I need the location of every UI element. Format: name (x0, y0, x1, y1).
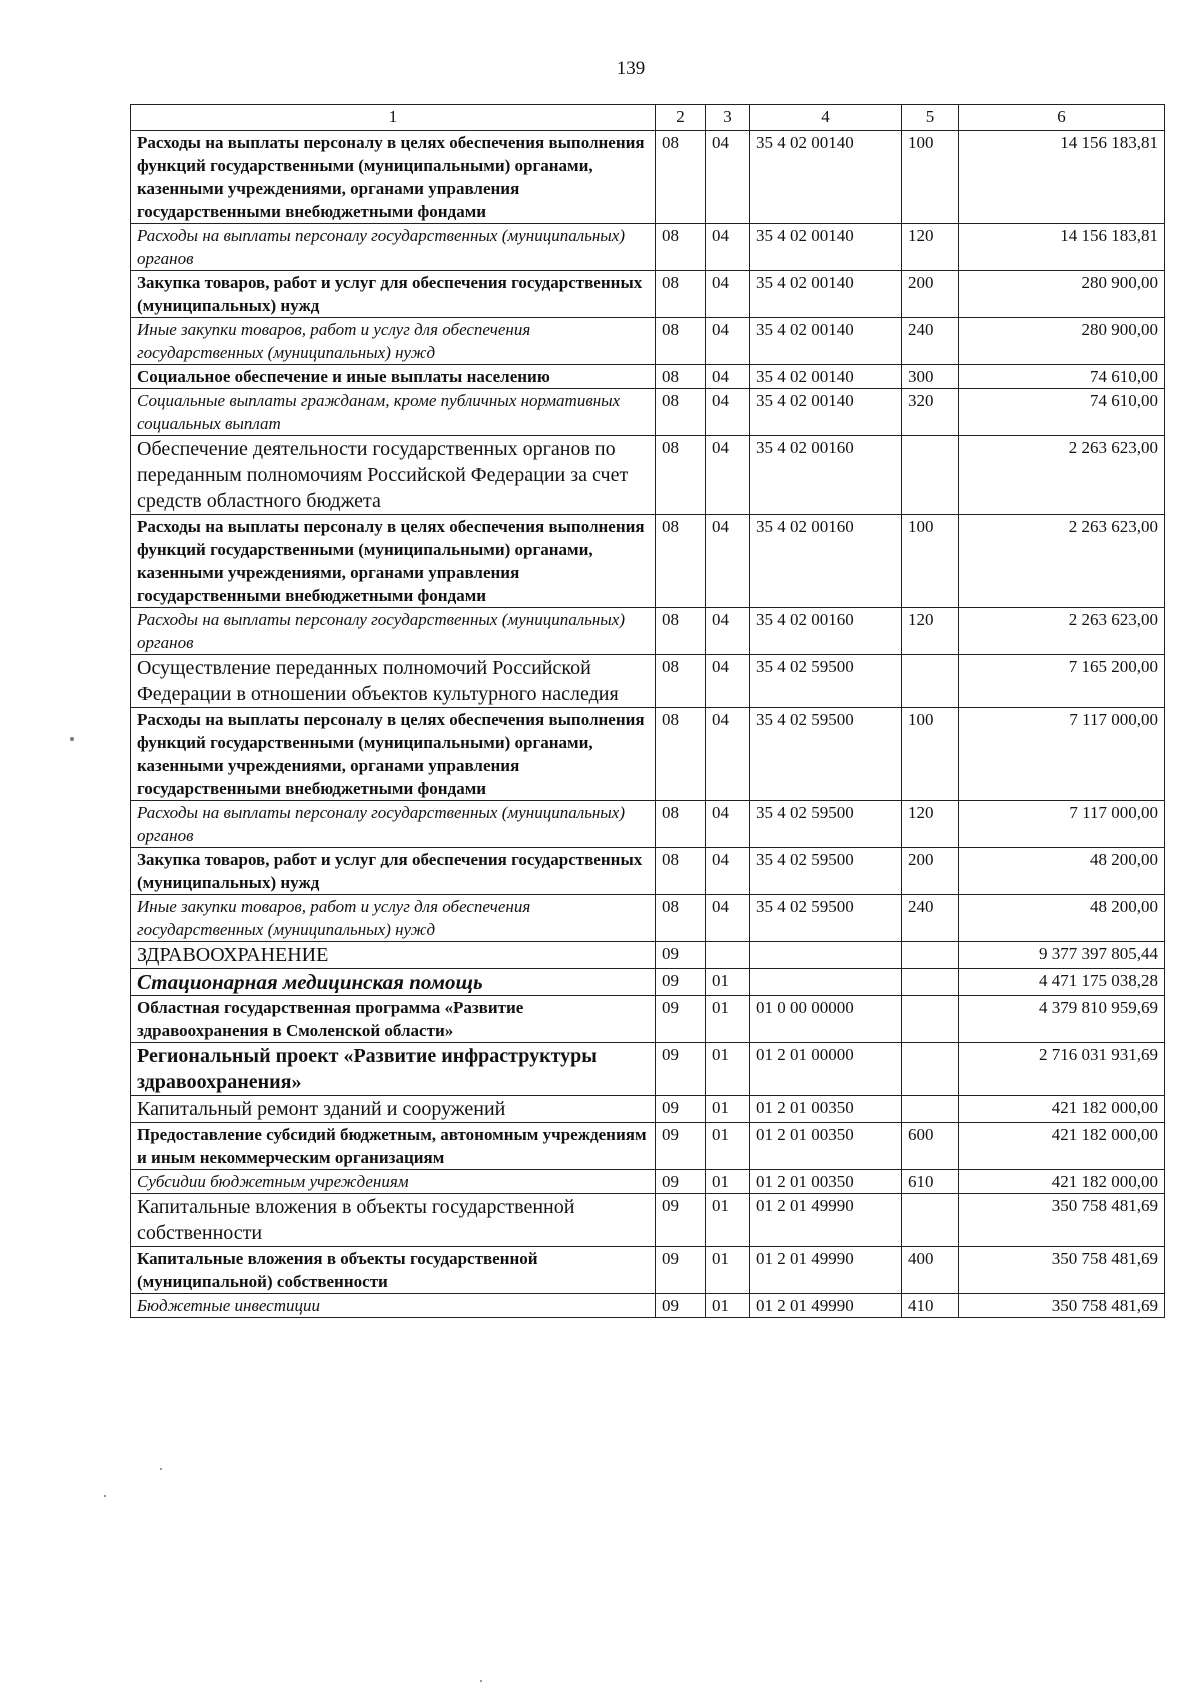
target-article-cell: 01 2 01 00350 (750, 1096, 902, 1123)
target-article-cell (750, 942, 902, 969)
amount-cell: 4 379 810 959,69 (959, 996, 1165, 1043)
target-article-cell: 35 4 02 59500 (750, 848, 902, 895)
table-row (131, 365, 1165, 389)
row-name-cell: Областная государственная программа «Развитие здравоохранения в Смоленской области» (131, 996, 656, 1043)
amount-cell: 280 900,00 (959, 271, 1165, 318)
header-cell: 3 (706, 105, 750, 131)
amount-cell: 2 716 031 931,69 (959, 1043, 1165, 1096)
row-name-cell: Расходы на выплаты персоналу государственных (муниципальных) органов (131, 608, 656, 655)
amount-cell: 421 182 000,00 (959, 1123, 1165, 1170)
amount-cell: 48 200,00 (959, 848, 1165, 895)
target-article-cell: 35 4 02 00140 (750, 224, 902, 271)
subsection-code-cell: 04 (706, 848, 750, 895)
subsection-code-cell: 04 (706, 271, 750, 318)
amount-cell: 4 471 175 038,28 (959, 969, 1165, 996)
budget-table (130, 104, 1165, 1318)
header-cell: 2 (656, 105, 706, 131)
section-code-cell: 08 (656, 515, 706, 608)
target-article-cell: 35 4 02 00140 (750, 271, 902, 318)
row-name-cell: Обеспечение деятельности государственных органов по переданным полномочиям Российской Федерации за счет средств областного бюджета (131, 436, 656, 515)
row-name-cell: Осуществление переданных полномочий Российской Федерации в отношении объектов культурного наследия (131, 655, 656, 708)
table-body (131, 131, 1165, 1318)
subsection-code-cell: 01 (706, 1194, 750, 1247)
section-code-cell: 09 (656, 969, 706, 996)
subsection-code-cell: 01 (706, 996, 750, 1043)
target-article-cell: 35 4 02 59500 (750, 801, 902, 848)
amount-cell: 350 758 481,69 (959, 1194, 1165, 1247)
target-article-cell: 35 4 02 59500 (750, 655, 902, 708)
section-code-cell: 09 (656, 996, 706, 1043)
table-row (131, 942, 1165, 969)
table-row (131, 1194, 1165, 1247)
amount-cell: 48 200,00 (959, 895, 1165, 942)
amount-cell: 350 758 481,69 (959, 1247, 1165, 1294)
target-article-cell: 35 4 02 00140 (750, 365, 902, 389)
subsection-code-cell: 04 (706, 895, 750, 942)
expense-type-cell: 200 (902, 848, 959, 895)
table-row (131, 1123, 1165, 1170)
table-row (131, 1043, 1165, 1096)
subsection-code-cell: 01 (706, 1123, 750, 1170)
subsection-code-cell: 04 (706, 608, 750, 655)
expense-type-cell: 600 (902, 1123, 959, 1170)
amount-cell: 9 377 397 805,44 (959, 942, 1165, 969)
section-code-cell: 09 (656, 1043, 706, 1096)
row-name-cell: Иные закупки товаров, работ и услуг для обеспечения государственных (муниципальных) нужд (131, 318, 656, 365)
section-code-cell: 09 (656, 942, 706, 969)
row-name-cell: Закупка товаров, работ и услуг для обеспечения государственных (муниципальных) нужд (131, 848, 656, 895)
expense-type-cell (902, 1194, 959, 1247)
expense-type-cell: 100 (902, 131, 959, 224)
amount-cell: 280 900,00 (959, 318, 1165, 365)
table-row (131, 436, 1165, 515)
expense-type-cell: 240 (902, 895, 959, 942)
table-row (131, 848, 1165, 895)
target-article-cell: 01 0 00 00000 (750, 996, 902, 1043)
table-row (131, 1247, 1165, 1294)
table-row (131, 895, 1165, 942)
expense-type-cell: 240 (902, 318, 959, 365)
header-cell: 5 (902, 105, 959, 131)
row-name-cell: ЗДРАВООХРАНЕНИЕ (131, 942, 656, 969)
row-name-cell: Расходы на выплаты персоналу государственных (муниципальных) органов (131, 801, 656, 848)
page-number: 139 (616, 58, 646, 79)
amount-cell: 350 758 481,69 (959, 1294, 1165, 1318)
target-article-cell: 35 4 02 00160 (750, 608, 902, 655)
table-row (131, 271, 1165, 318)
row-name-cell: Расходы на выплаты персоналу в целях обеспечения выполнения функций государственными (муниципальными) органами, казенными учреждениями, органами управления государственными внебюджетными фондами (131, 515, 656, 608)
target-article-cell: 35 4 02 00160 (750, 436, 902, 515)
row-name-cell: Расходы на выплаты персоналу государственных (муниципальных) органов (131, 224, 656, 271)
scan-speck (160, 1468, 162, 1470)
amount-cell: 7 117 000,00 (959, 801, 1165, 848)
amount-cell: 421 182 000,00 (959, 1170, 1165, 1194)
subsection-code-cell: 04 (706, 131, 750, 224)
subsection-code-cell: 04 (706, 655, 750, 708)
subsection-code-cell: 01 (706, 969, 750, 996)
table-row (131, 131, 1165, 224)
target-article-cell: 35 4 02 00140 (750, 389, 902, 436)
subsection-code-cell: 04 (706, 436, 750, 515)
table-row (131, 1096, 1165, 1123)
section-code-cell: 08 (656, 365, 706, 389)
section-code-cell: 09 (656, 1170, 706, 1194)
section-code-cell: 09 (656, 1096, 706, 1123)
table-row (131, 708, 1165, 801)
expense-type-cell: 410 (902, 1294, 959, 1318)
target-article-cell: 35 4 02 59500 (750, 708, 902, 801)
subsection-code-cell: 04 (706, 801, 750, 848)
subsection-code-cell: 01 (706, 1043, 750, 1096)
section-code-cell: 09 (656, 1194, 706, 1247)
expense-type-cell: 610 (902, 1170, 959, 1194)
amount-cell: 2 263 623,00 (959, 515, 1165, 608)
section-code-cell: 08 (656, 436, 706, 515)
table-row (131, 515, 1165, 608)
scan-speck (480, 1680, 482, 1682)
subsection-code-cell: 04 (706, 365, 750, 389)
header-cell: 1 (131, 105, 656, 131)
amount-cell: 2 263 623,00 (959, 436, 1165, 515)
row-name-cell: Капитальные вложения в объекты государственной собственности (131, 1194, 656, 1247)
section-code-cell: 08 (656, 608, 706, 655)
section-code-cell: 08 (656, 801, 706, 848)
target-article-cell: 01 2 01 00350 (750, 1123, 902, 1170)
header-cell: 6 (959, 105, 1165, 131)
subsection-code-cell: 04 (706, 708, 750, 801)
subsection-code-cell: 04 (706, 224, 750, 271)
subsection-code-cell: 04 (706, 389, 750, 436)
row-name-cell: Расходы на выплаты персоналу в целях обеспечения выполнения функций государственными (муниципальными) органами, казенными учреждениями, органами управления государственными внебюджетными фондами (131, 708, 656, 801)
amount-cell: 74 610,00 (959, 365, 1165, 389)
expense-type-cell (902, 436, 959, 515)
row-name-cell: Расходы на выплаты персоналу в целях обеспечения выполнения функций государственными (муниципальными) органами, казенными учреждениями, органами управления государственными внебюджетными фондами (131, 131, 656, 224)
expense-type-cell: 120 (902, 608, 959, 655)
row-name-cell: Иные закупки товаров, работ и услуг для обеспечения государственных (муниципальных) нужд (131, 895, 656, 942)
row-name-cell: Предоставление субсидий бюджетным, автономным учреждениям и иным некоммерческим организациям (131, 1123, 656, 1170)
row-name-cell: Субсидии бюджетным учреждениям (131, 1170, 656, 1194)
expense-type-cell (902, 1096, 959, 1123)
table-row (131, 969, 1165, 996)
row-name-cell: Капитальный ремонт зданий и сооружений (131, 1096, 656, 1123)
table-row (131, 996, 1165, 1043)
table-row (131, 655, 1165, 708)
expense-type-cell: 300 (902, 365, 959, 389)
expense-type-cell (902, 942, 959, 969)
row-name-cell: Стационарная медицинская помощь (131, 969, 656, 996)
row-name-cell: Социальное обеспечение и иные выплаты населению (131, 365, 656, 389)
expense-type-cell (902, 1043, 959, 1096)
section-code-cell: 09 (656, 1247, 706, 1294)
target-article-cell: 35 4 02 59500 (750, 895, 902, 942)
row-name-cell: Социальные выплаты гражданам, кроме публичных нормативных социальных выплат (131, 389, 656, 436)
section-code-cell: 09 (656, 1123, 706, 1170)
amount-cell: 14 156 183,81 (959, 224, 1165, 271)
target-article-cell: 35 4 02 00140 (750, 318, 902, 365)
target-article-cell: 01 2 01 00350 (750, 1170, 902, 1194)
table-row (131, 1170, 1165, 1194)
scan-speck (70, 737, 74, 741)
header-row (131, 105, 1165, 131)
section-code-cell: 08 (656, 318, 706, 365)
subsection-code-cell: 04 (706, 318, 750, 365)
expense-type-cell (902, 969, 959, 996)
section-code-cell: 08 (656, 224, 706, 271)
expense-type-cell: 320 (902, 389, 959, 436)
expense-type-cell (902, 655, 959, 708)
amount-cell: 14 156 183,81 (959, 131, 1165, 224)
section-code-cell: 08 (656, 131, 706, 224)
section-code-cell: 08 (656, 848, 706, 895)
row-name-cell: Капитальные вложения в объекты государственной (муниципальной) собственности (131, 1247, 656, 1294)
subsection-code-cell: 01 (706, 1294, 750, 1318)
expense-type-cell: 400 (902, 1247, 959, 1294)
expense-type-cell: 200 (902, 271, 959, 318)
table-row (131, 1294, 1165, 1318)
header-cell: 4 (750, 105, 902, 131)
expense-type-cell: 120 (902, 801, 959, 848)
table-row (131, 318, 1165, 365)
row-name-cell: Закупка товаров, работ и услуг для обеспечения государственных (муниципальных) нужд (131, 271, 656, 318)
expense-type-cell: 100 (902, 708, 959, 801)
section-code-cell: 08 (656, 655, 706, 708)
expense-type-cell: 100 (902, 515, 959, 608)
expense-type-cell: 120 (902, 224, 959, 271)
target-article-cell: 01 2 01 49990 (750, 1247, 902, 1294)
target-article-cell: 01 2 01 00000 (750, 1043, 902, 1096)
subsection-code-cell: 01 (706, 1170, 750, 1194)
target-article-cell: 35 4 02 00140 (750, 131, 902, 224)
table-row (131, 801, 1165, 848)
section-code-cell: 08 (656, 389, 706, 436)
subsection-code-cell (706, 942, 750, 969)
subsection-code-cell: 01 (706, 1096, 750, 1123)
expense-type-cell (902, 996, 959, 1043)
target-article-cell (750, 969, 902, 996)
table-row (131, 389, 1165, 436)
section-code-cell: 08 (656, 895, 706, 942)
target-article-cell: 01 2 01 49990 (750, 1294, 902, 1318)
section-code-cell: 08 (656, 271, 706, 318)
scan-speck (104, 1495, 106, 1497)
subsection-code-cell: 04 (706, 515, 750, 608)
subsection-code-cell: 01 (706, 1247, 750, 1294)
section-code-cell: 08 (656, 708, 706, 801)
amount-cell: 7 165 200,00 (959, 655, 1165, 708)
target-article-cell: 35 4 02 00160 (750, 515, 902, 608)
amount-cell: 7 117 000,00 (959, 708, 1165, 801)
table-row (131, 224, 1165, 271)
table-row (131, 608, 1165, 655)
section-code-cell: 09 (656, 1294, 706, 1318)
target-article-cell: 01 2 01 49990 (750, 1194, 902, 1247)
row-name-cell: Региональный проект «Развитие инфраструктуры здравоохранения» (131, 1043, 656, 1096)
amount-cell: 74 610,00 (959, 389, 1165, 436)
amount-cell: 421 182 000,00 (959, 1096, 1165, 1123)
amount-cell: 2 263 623,00 (959, 608, 1165, 655)
row-name-cell: Бюджетные инвестиции (131, 1294, 656, 1318)
